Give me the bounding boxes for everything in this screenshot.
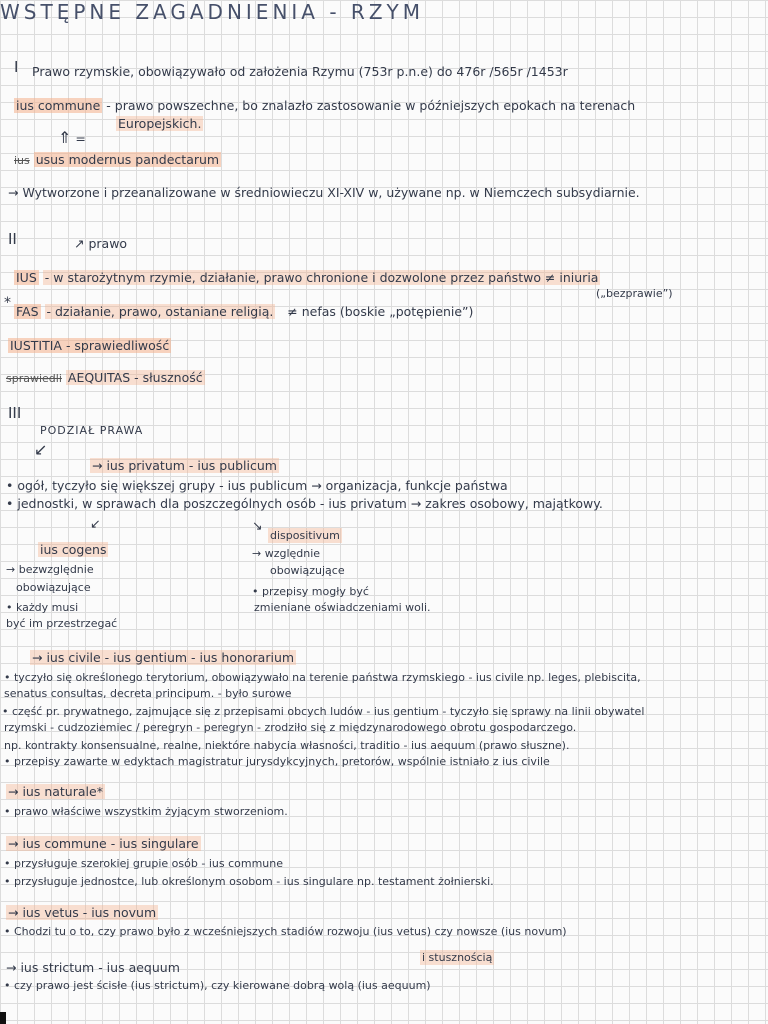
cogens-title: ius cogens — [40, 542, 107, 557]
gentium-2: rzymski - cudzoziemiec / peregryn - peregryn - zrodziło się z międzynarodowego obrotu gospodarczego. — [4, 721, 577, 734]
strictum-note: i stusznością — [422, 951, 493, 964]
section-2-marker: II — [8, 230, 17, 248]
ius-desc: - w starożytnym rzymie, działanie, prawo chronione i dozwolone przez państwo ≠ iniuria — [44, 270, 599, 285]
ius-commune-desc: - prawo powszechne, bo znalazło zastosowanie w późniejszych epokach na terenach — [106, 98, 636, 113]
cogens-3: • każdy musi — [6, 601, 79, 614]
arrow-up-right-icon: ↗ — [74, 236, 85, 251]
civile-1: • tyczyło się określonego terytorium, obowiązywało na terenie państwa rzymskiego - ius civile np. leges, plebiscita, — [4, 671, 641, 684]
crossed-word: sprawiedli — [6, 372, 62, 385]
iniuria-note: („bezprawie”) — [596, 287, 673, 300]
aequitas-line — [6, 370, 205, 386]
vetus-head: → ius vetus - ius novum — [8, 905, 157, 920]
gentium-1: • część pr. prywatnego, zajmujące się z przepisami obcych ludów - ius gentium - tyczyło się sprawy na linii obywatel — [2, 705, 645, 718]
privatum-publicum-head: → ius privatum - ius publicum — [92, 458, 277, 473]
division-heading: PODZIAŁ PRAWA — [40, 424, 144, 437]
commune-head: → ius commune - ius singulare — [8, 836, 199, 851]
ius-term: IUS — [16, 270, 37, 285]
medieval-usage-line: → Wytworzone i przeanalizowane w średniowieczu XI-XIV w, używane np. w Niemczech subsydiarnie. — [8, 185, 640, 200]
cogens-2: obowiązujące — [16, 581, 91, 594]
ius-commune-desc-2: Europejskich. — [118, 116, 202, 131]
section-3-marker: III — [8, 404, 22, 422]
civile-head: → ius civile - ius gentium - ius honorarium — [32, 650, 295, 665]
ius-definition — [14, 270, 600, 285]
equals-mark — [58, 130, 86, 146]
arrow-down-left-icon: ↙ — [34, 440, 48, 459]
disp-1: → względnie — [252, 547, 321, 560]
arrow-down-left-2-icon: ↙ — [90, 516, 101, 531]
usus-modernus: usus modernus pandectarum — [35, 152, 220, 167]
cogens-1: → bezwzględnie — [6, 563, 94, 576]
rome-law-period: Prawo rzymskie, obowiązywało od założenia Rzymu (753r p.n.e) do 476r /565r /1453r — [32, 64, 568, 79]
vetus-1: • Chodzi tu o to, czy prawo było z wcześniejszych stadiów rozwoju (ius vetus) czy nowsze (ius novum) — [4, 925, 567, 938]
disp-3: • przepisy mogły być — [252, 585, 369, 598]
section-1-marker: I — [14, 58, 19, 76]
equals-sign: = — [75, 131, 86, 146]
fas-term: FAS — [16, 304, 39, 319]
scan-edge-mark — [0, 1012, 6, 1024]
disp-4: zmieniane oświadczeniami woli. — [254, 601, 431, 614]
naturale-1: • prawo właściwe wszystkim żyjącym stworzeniom. — [4, 805, 288, 818]
bullet-publicum: • ogół, tyczyło się większej grupy - ius publicum → organizacja, funkcje państwa — [6, 478, 508, 493]
asterisk-mark: * — [4, 295, 11, 311]
iustitia: IUSTITIA - sprawiedliwość — [10, 338, 170, 353]
prawo-note-text: prawo — [88, 236, 128, 251]
bullet-privatum: • jednostki, w sprawach dla poszczególnych osób - ius privatum → zakres osobowy, majątkowy. — [6, 496, 603, 511]
honorarium-1: • przepisy zawarte w edyktach magistratur jurysdykcyjnych, pretorów, wspólnie istniało z ius civile — [4, 755, 550, 768]
disp-title: dispositivum — [270, 529, 340, 542]
page-title: WSTĘPNE ZAGADNIENIA - RZYM — [0, 0, 424, 24]
aequitas: AEQUITAS - słuszność — [67, 370, 203, 385]
strictum-1: • czy prawo jest ścisłe (ius strictum), czy kierowane dobrą wolą (ius aequum) — [4, 979, 431, 992]
usus-line — [14, 152, 221, 168]
commune-1: • przysługuje szerokiej grupie osób - ius commune — [4, 857, 283, 870]
fas-definition — [14, 304, 473, 319]
cogens-4: być im przestrzegać — [6, 617, 118, 630]
nefas-note: ≠ nefas (boskie „potępienie”) — [287, 304, 474, 319]
commune-2: • przysługuje jednostce, lub określonym osobom - ius singulare np. testament żołnierski. — [4, 875, 494, 888]
arrow-down-right-icon: ↘ — [252, 518, 263, 533]
strictum-head: → ius strictum - ius aequum — [6, 960, 180, 975]
naturale-head: → ius naturale* — [8, 784, 103, 799]
up-arrow-icon: ⇑ — [58, 128, 72, 147]
disp-2: obowiązujące — [270, 564, 345, 577]
crossed-ius: ius — [14, 154, 30, 167]
ius-commune-term: ius commune — [16, 98, 101, 113]
gentium-3: np. kontrakty konsensualne, realne, niektóre nabycia własności, traditio - ius aequum (prawo słuszne). — [4, 739, 570, 752]
prawo-note — [74, 236, 127, 251]
civile-2: senatus consultas, decreta principum. - było surowe — [4, 687, 292, 700]
fas-desc: - działanie, prawo, ostaniane religią. — [46, 304, 274, 319]
ius-commune-line — [14, 98, 635, 113]
